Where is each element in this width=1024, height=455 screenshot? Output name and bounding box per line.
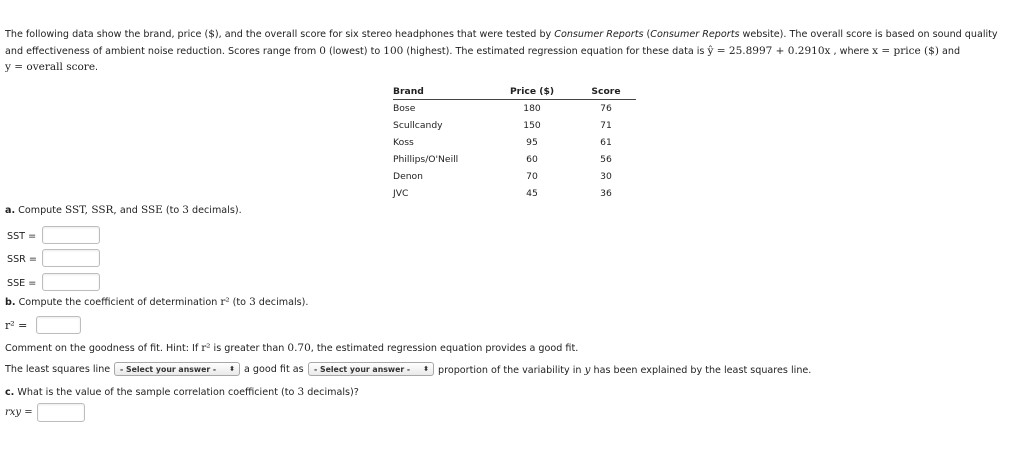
header-score: Score — [576, 84, 636, 100]
threshold-value: 0.70 — [287, 342, 311, 354]
question-text: Compute the coefficient of determination — [15, 297, 221, 308]
updown-arrows-icon: ⬍ — [423, 365, 429, 373]
part-b-question — [5, 296, 308, 308]
cell-score: 61 — [600, 137, 612, 148]
intro-text: ), and the overall score for six stereo headphones that were tested by — [214, 29, 555, 40]
regression-equation: ŷ = 25.8997 + 0.2910x — [707, 45, 831, 57]
variability-text-part: has been explained by the least squares line. — [590, 365, 812, 376]
table-header-row — [393, 84, 636, 100]
table-row — [393, 168, 636, 185]
intro-text: (lowest) to — [325, 46, 384, 57]
part-a-letter: a. — [5, 205, 16, 216]
intro-number: 0 — [319, 45, 326, 57]
table-row — [393, 134, 636, 151]
r-squared-symbol: r² — [220, 296, 230, 308]
variability-text — [438, 364, 811, 376]
comment-text: is greater than — [210, 343, 288, 354]
question-text: decimals). — [255, 297, 309, 308]
part-c-question — [5, 386, 359, 398]
question-text: decimals)? — [304, 387, 359, 398]
sst-label: SST = — [7, 231, 37, 242]
intro-line-1 — [5, 28, 998, 40]
decimals-number: 3 — [249, 296, 256, 308]
rxy-label: rxy = — [5, 407, 33, 418]
intro-text: and effectiveness of ambient noise reduction. Scores range from — [5, 46, 320, 57]
table-row — [393, 117, 636, 134]
table-row — [393, 151, 636, 168]
sst-input[interactable] — [42, 226, 100, 244]
cell-brand: Scullcandy — [393, 120, 443, 131]
intro-text: . — [95, 62, 99, 73]
part-c-letter: c. — [5, 387, 15, 398]
proportion-select[interactable] — [308, 362, 434, 376]
intro-source-web: Consumer Reports — [650, 29, 740, 40]
intro-text: (highest). The estimated regression equation for these data is — [403, 46, 708, 57]
intro-source: Consumer Reports — [554, 29, 644, 40]
sse-input[interactable] — [42, 273, 100, 291]
cell-price: 95 — [526, 137, 538, 148]
table-row — [393, 185, 636, 202]
y-symbol: y — [584, 364, 591, 376]
question-text: Compute — [15, 205, 65, 216]
r-squared-label: r² = — [5, 319, 28, 332]
intro-text: website). The overall score is based on sound quality — [739, 29, 998, 40]
intro-dollar: $ — [208, 28, 215, 40]
table-row — [393, 100, 636, 118]
cell-brand: Phillips/O'Neill — [393, 154, 459, 165]
cell-brand: Koss — [393, 137, 414, 148]
part-a-question — [5, 204, 242, 216]
fit-select-value: - Select your answer - — [120, 365, 217, 374]
ssr-input[interactable] — [42, 249, 100, 267]
header-price: Price ($) — [488, 84, 576, 100]
header-brand: Brand — [393, 84, 488, 100]
cell-score: 71 — [600, 120, 612, 131]
good-fit-label: a good fit as — [244, 364, 304, 375]
sse-term: SSE — [140, 204, 163, 216]
ssr-label: SSR = — [7, 254, 37, 265]
r-squared-symbol: r² — [201, 342, 211, 354]
intro-line-2 — [5, 45, 960, 57]
cell-brand: Denon — [393, 171, 423, 182]
headphones-table — [393, 84, 636, 202]
intro-text: The following data show the brand, price ( — [5, 29, 209, 40]
y-definition: y = overall score — [5, 61, 96, 73]
proportion-select-value: - Select your answer - — [314, 365, 411, 374]
intro-text: ( — [643, 29, 651, 40]
decimals-number: 3 — [297, 386, 305, 398]
least-squares-label: The least squares line — [5, 364, 111, 375]
question-text: What is the value of the sample correlation coefficient (to — [14, 387, 298, 398]
question-text: (to — [229, 297, 250, 308]
intro-text: and — [938, 46, 961, 57]
cell-price: 150 — [523, 120, 541, 131]
intro-number: 100 — [383, 45, 404, 57]
cell-price: 60 — [526, 154, 538, 165]
comment-text: Comment on the goodness of fit. Hint: If — [5, 343, 202, 354]
r-squared-input[interactable] — [36, 316, 81, 334]
x-definition: x = price ($) — [872, 45, 939, 57]
question-text: decimals). — [188, 205, 242, 216]
cell-score: 36 — [600, 188, 612, 199]
part-b-letter: b. — [5, 297, 16, 308]
cell-score: 76 — [600, 103, 612, 114]
fit-select[interactable] — [114, 362, 240, 376]
intro-text: , where — [830, 46, 873, 57]
decimals-number: 3 — [182, 204, 189, 216]
cell-price: 180 — [523, 103, 541, 114]
question-text: (to — [162, 205, 183, 216]
updown-arrows-icon: ⬍ — [229, 365, 235, 373]
intro-line-3 — [5, 61, 98, 73]
cell-brand: JVC — [393, 188, 409, 199]
cell-score: 56 — [600, 154, 612, 165]
comment-text: , the estimated regression equation provides a good fit. — [310, 343, 579, 354]
sse-label: SSE = — [7, 278, 37, 289]
cell-brand: Bose — [393, 103, 416, 114]
cell-price: 45 — [526, 188, 538, 199]
question-text: and — [116, 205, 141, 216]
cell-price: 70 — [526, 171, 538, 182]
variability-text-part: proportion of the variability in — [438, 365, 585, 376]
sst-ssr-terms: SST, SSR, — [64, 204, 117, 216]
cell-score: 30 — [600, 171, 612, 182]
rxy-input[interactable] — [37, 403, 85, 422]
goodness-comment — [5, 342, 578, 354]
